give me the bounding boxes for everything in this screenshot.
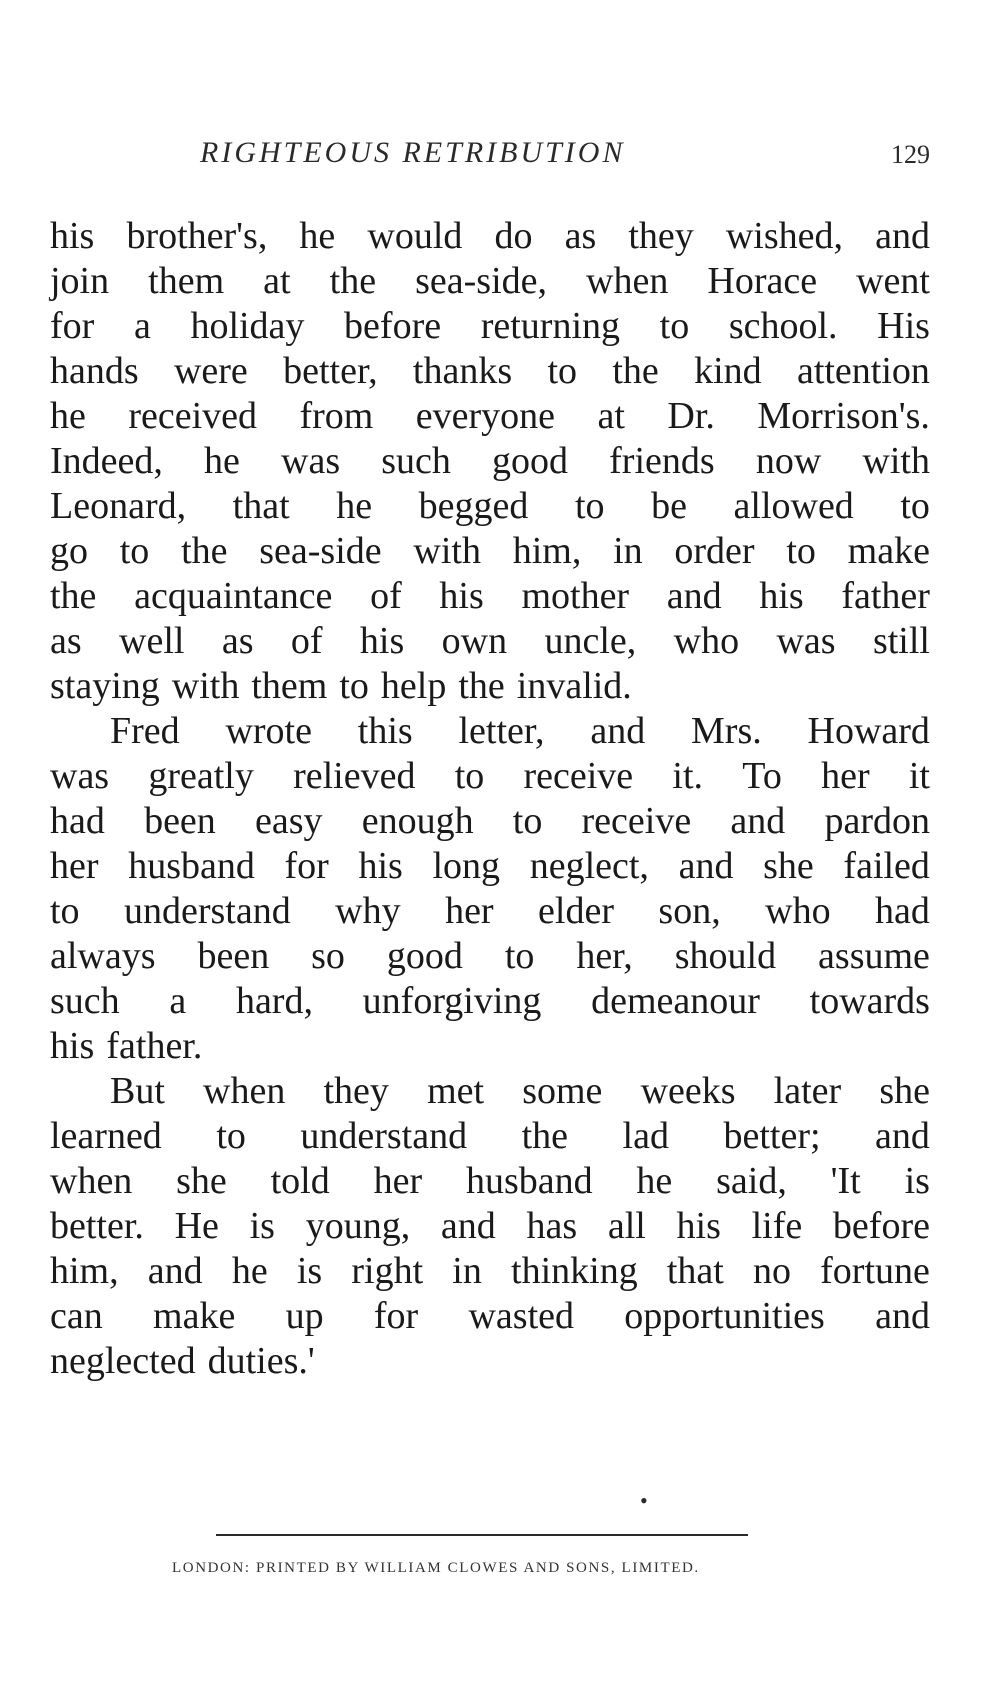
- word: with: [413, 530, 481, 572]
- text-line: [50, 619, 930, 664]
- word: he: [204, 440, 240, 482]
- word: the: [181, 530, 228, 572]
- word: He: [174, 1205, 219, 1247]
- word: and: [666, 575, 722, 617]
- word: she: [763, 845, 814, 887]
- word: this: [357, 710, 413, 752]
- word: can: [50, 1295, 103, 1337]
- word: and: [590, 710, 646, 752]
- word: been: [197, 935, 270, 977]
- text-line: [50, 844, 930, 889]
- word: her: [50, 845, 99, 887]
- word: when: [586, 260, 669, 302]
- word: be: [651, 485, 687, 527]
- text-line: [50, 529, 930, 574]
- word: went: [856, 260, 930, 302]
- word: he: [299, 215, 336, 257]
- word: 'It: [830, 1160, 861, 1202]
- word: to: [504, 935, 535, 977]
- word: allowed: [733, 485, 854, 527]
- word: been: [144, 800, 216, 842]
- word: young,: [305, 1205, 411, 1247]
- word: to: [50, 890, 80, 932]
- word: and: [875, 1115, 930, 1157]
- word: and: [730, 800, 786, 842]
- body-text: [50, 214, 930, 1384]
- word: the: [50, 575, 97, 617]
- word: that: [232, 485, 290, 527]
- word: the: [329, 260, 377, 302]
- word: Indeed,: [50, 440, 163, 482]
- word: him,: [512, 530, 582, 572]
- word: Leonard,: [50, 485, 187, 527]
- word: to: [454, 755, 485, 797]
- word: father.: [106, 1025, 203, 1067]
- word: them: [251, 665, 328, 707]
- word: was: [776, 620, 836, 662]
- text-line: [50, 889, 930, 934]
- text-line: [50, 259, 930, 304]
- word: everyone: [415, 395, 556, 437]
- word: he: [231, 1250, 268, 1292]
- text-line: [50, 574, 930, 619]
- word: attention: [796, 350, 930, 392]
- text-line: [50, 394, 930, 439]
- word: of: [290, 620, 323, 662]
- word: in: [452, 1250, 482, 1292]
- word: pardon: [824, 800, 930, 842]
- word: the: [612, 350, 659, 392]
- word: assume: [818, 935, 930, 977]
- word: do: [494, 215, 533, 257]
- word: all: [607, 1205, 646, 1247]
- word: still: [872, 620, 930, 662]
- word: school.: [728, 305, 838, 347]
- word: his: [50, 1025, 95, 1067]
- word: at: [597, 395, 625, 437]
- word: holiday: [190, 305, 305, 347]
- word: hard,: [235, 980, 313, 1022]
- word: easy: [254, 800, 323, 842]
- word: had: [50, 800, 105, 842]
- word: elder: [538, 890, 614, 932]
- text-line: [50, 934, 930, 979]
- word: the: [521, 1115, 569, 1157]
- word: But: [110, 1070, 165, 1112]
- word: as: [564, 215, 597, 257]
- word: wasted: [468, 1295, 574, 1337]
- word: begged: [418, 485, 529, 527]
- word: is: [904, 1160, 930, 1202]
- word: sea-side,: [415, 260, 547, 302]
- text-line: [50, 1114, 930, 1159]
- word: his: [50, 215, 95, 257]
- text-line: [50, 754, 930, 799]
- word: for: [50, 305, 95, 347]
- word: brother's,: [126, 215, 268, 257]
- word: friends: [609, 440, 715, 482]
- word: would: [367, 215, 463, 257]
- word: order: [674, 530, 755, 572]
- page-number: 129: [891, 140, 930, 169]
- word: was: [281, 440, 341, 482]
- word: father: [841, 575, 930, 617]
- word: relieved: [293, 755, 416, 797]
- word: from: [299, 395, 374, 437]
- word: for: [373, 1295, 419, 1337]
- word: her,: [576, 935, 633, 977]
- word: he: [50, 395, 86, 437]
- word: husband: [465, 1160, 593, 1202]
- word: with: [171, 665, 240, 707]
- word: make: [847, 530, 930, 572]
- word: of: [370, 575, 402, 617]
- word: thinking: [511, 1250, 638, 1292]
- word: as: [221, 620, 254, 662]
- word: son,: [658, 890, 721, 932]
- word: Howard: [807, 710, 930, 752]
- printer-mark: •: [640, 1488, 648, 1513]
- word: when: [203, 1070, 286, 1112]
- word: some: [522, 1070, 603, 1112]
- word: well: [119, 620, 185, 662]
- word: demeanour: [591, 980, 760, 1022]
- word: weeks: [640, 1070, 736, 1112]
- text-line: [50, 1339, 930, 1384]
- word: wrote: [225, 710, 312, 752]
- word: it: [908, 755, 930, 797]
- word: met: [427, 1070, 485, 1112]
- word: his: [759, 575, 804, 617]
- word: receive: [581, 800, 692, 842]
- word: to: [574, 485, 605, 527]
- word: returning: [480, 305, 621, 347]
- word: To: [742, 755, 782, 797]
- word: help: [380, 665, 447, 707]
- running-head: [50, 136, 930, 176]
- text-line: [50, 1294, 930, 1339]
- text-line: [50, 304, 930, 349]
- word: to: [216, 1115, 246, 1157]
- word: now: [755, 440, 822, 482]
- text-line: [50, 1249, 930, 1294]
- word: him,: [50, 1250, 119, 1292]
- word: her: [373, 1160, 423, 1202]
- word: such: [50, 980, 120, 1022]
- word: to: [786, 530, 816, 572]
- word: so: [311, 935, 345, 977]
- colophon-rule: [216, 1534, 748, 1536]
- word: His: [877, 305, 930, 347]
- word: hands: [50, 350, 139, 392]
- word: when: [50, 1160, 133, 1202]
- text-line: [50, 799, 930, 844]
- printer-colophon: LONDON: PRINTED BY WILLIAM CLOWES AND SONS, LIMITED.: [172, 1560, 700, 1576]
- word: go: [50, 530, 88, 572]
- word: with: [862, 440, 930, 482]
- word: a: [133, 305, 151, 347]
- word: unforgiving: [362, 980, 542, 1022]
- text-line: [50, 1069, 930, 1114]
- word: fortune: [820, 1250, 930, 1292]
- word: always: [50, 935, 156, 977]
- text-line: [50, 1204, 930, 1249]
- word: mother: [521, 575, 630, 617]
- word: own: [441, 620, 508, 662]
- word: neglect,: [529, 845, 649, 887]
- word: letter,: [458, 710, 545, 752]
- word: that: [666, 1250, 724, 1292]
- word: as: [50, 620, 82, 662]
- word: better,: [283, 350, 378, 392]
- word: he: [336, 485, 373, 527]
- text-line: [50, 1024, 930, 1069]
- text-line: [50, 349, 930, 394]
- word: to: [659, 305, 690, 347]
- word: duties.': [207, 1340, 315, 1382]
- text-line: [50, 484, 930, 529]
- word: right: [351, 1250, 424, 1292]
- word: neglected: [50, 1340, 196, 1382]
- text-line: [50, 664, 930, 709]
- text-line: [50, 709, 930, 754]
- text-line: [50, 439, 930, 484]
- word: Horace: [707, 260, 818, 302]
- word: told: [270, 1160, 330, 1202]
- word: her: [821, 755, 870, 797]
- word: why: [335, 890, 401, 932]
- word: she: [176, 1160, 227, 1202]
- word: Dr.: [667, 395, 715, 437]
- text-line: [50, 214, 930, 259]
- word: understand: [124, 890, 291, 932]
- word: to: [900, 485, 930, 527]
- word: he: [636, 1160, 673, 1202]
- word: sea-side: [259, 530, 382, 572]
- word: make: [153, 1295, 236, 1337]
- word: at: [263, 260, 291, 302]
- word: Fred: [110, 710, 180, 752]
- word: should: [674, 935, 777, 977]
- word: it.: [672, 755, 704, 797]
- word: to: [512, 800, 543, 842]
- word: failed: [843, 845, 930, 887]
- word: opportunities: [624, 1295, 825, 1337]
- word: Morrison's.: [757, 395, 930, 437]
- word: the: [458, 665, 505, 707]
- word: enough: [361, 800, 474, 842]
- word: husband: [128, 845, 255, 887]
- word: uncle,: [544, 620, 637, 662]
- word: long: [432, 845, 501, 887]
- word: they: [628, 215, 694, 257]
- word: is: [296, 1250, 323, 1292]
- word: acquaintance: [134, 575, 333, 617]
- word: she: [879, 1070, 930, 1112]
- word: receive: [523, 755, 634, 797]
- word: was: [50, 755, 110, 797]
- word: his: [359, 620, 405, 662]
- word: kind: [694, 350, 762, 392]
- word: they: [323, 1070, 389, 1112]
- word: were: [173, 350, 248, 392]
- word: them: [148, 260, 225, 302]
- word: and: [678, 845, 734, 887]
- word: received: [128, 395, 258, 437]
- running-title: RIGHTEOUS RETRIBUTION: [200, 136, 626, 169]
- word: staying: [50, 665, 160, 707]
- text-line: [50, 979, 930, 1024]
- word: to: [339, 665, 369, 707]
- word: before: [832, 1205, 930, 1247]
- word: better;: [723, 1115, 821, 1157]
- word: up: [285, 1295, 324, 1337]
- word: wished,: [725, 215, 844, 257]
- word: such: [381, 440, 451, 482]
- word: learned: [50, 1115, 162, 1157]
- word: later: [773, 1070, 842, 1112]
- word: who: [765, 890, 831, 932]
- word: understand: [300, 1115, 468, 1157]
- word: said,: [716, 1160, 787, 1202]
- word: to: [119, 530, 150, 572]
- word: greatly: [148, 755, 254, 797]
- word: has: [526, 1205, 578, 1247]
- word: towards: [809, 980, 930, 1022]
- word: invalid.: [516, 665, 632, 707]
- word: join: [50, 260, 110, 302]
- word: life: [751, 1205, 803, 1247]
- word: good: [386, 935, 463, 977]
- word: lad: [622, 1115, 669, 1157]
- word: and: [147, 1250, 203, 1292]
- word: and: [875, 1295, 930, 1337]
- word: his: [676, 1205, 721, 1247]
- word: better.: [50, 1205, 144, 1247]
- word: a: [169, 980, 187, 1022]
- text-line: [50, 1159, 930, 1204]
- word: to: [547, 350, 578, 392]
- word: is: [249, 1205, 275, 1247]
- word: and: [875, 215, 930, 257]
- word: who: [673, 620, 740, 662]
- word: before: [344, 305, 442, 347]
- word: for: [284, 845, 329, 887]
- word: good: [492, 440, 569, 482]
- word: his: [358, 845, 403, 887]
- word: and: [440, 1205, 496, 1247]
- word: thanks: [412, 350, 513, 392]
- word: in: [613, 530, 643, 572]
- word: had: [875, 890, 930, 932]
- word: her: [445, 890, 494, 932]
- word: no: [753, 1250, 791, 1292]
- word: his: [439, 575, 484, 617]
- word: Mrs.: [691, 710, 762, 752]
